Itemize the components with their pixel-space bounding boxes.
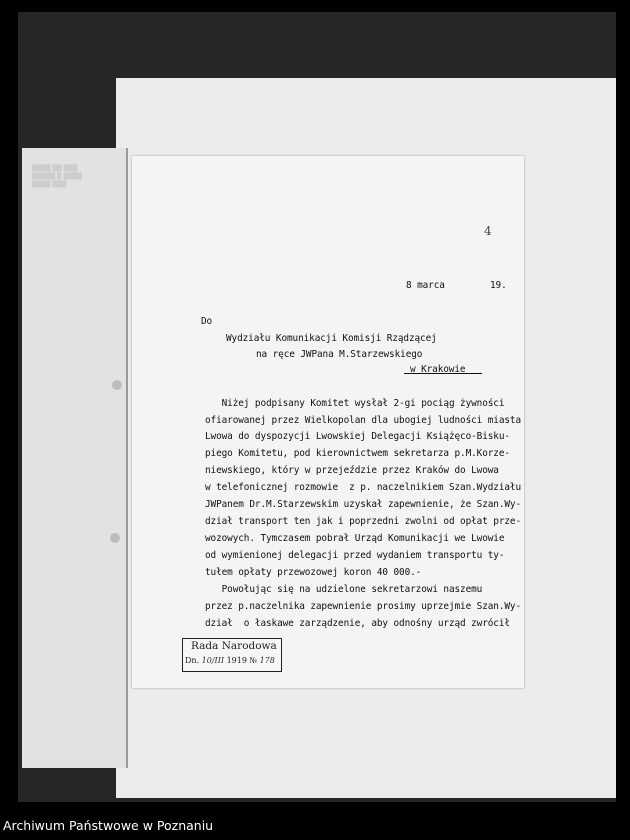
body-line: ofiarowanej przez Wielkopolan dla ubogiej ludności miasta xyxy=(205,415,522,426)
body-line: dział transport ten jak i poprzedni zwolni od opłat prze- xyxy=(205,516,522,527)
body-line: piego Komitetu, pod kierownictwem sekretarza p.M.Korze- xyxy=(205,448,510,459)
body-line: wozowych. Tymczasem pobrał Urząd Komunikacji we Lwowie xyxy=(205,533,505,544)
body-line: dział o łaskawe zarządzenie, aby odnośny urząd zwrócił xyxy=(205,618,510,629)
stamp-dn-label: Dn. xyxy=(185,656,200,665)
address-line: Wydziału Komunikacji Komisji Rządzącej xyxy=(226,333,437,344)
page-number-handwritten: 4 xyxy=(484,224,492,238)
body-line: tułem opłaty przewozowej koron 40 000.- xyxy=(205,567,422,578)
address-line: w Krakowie xyxy=(410,364,466,375)
body-line: Powołując się na udzielone sekretarzowi naszemu xyxy=(205,584,483,595)
stamp-no-label: № xyxy=(249,656,258,665)
salutation: Do xyxy=(201,316,213,327)
punch-hole xyxy=(110,533,120,543)
punch-hole xyxy=(112,380,122,390)
body-line: JWPanem Dr.M.Starzewskim uzyskał zapewnienie, że Szan.Wy- xyxy=(205,499,522,510)
body-line: Lwowa do dyspozycji Lwowskiej Delegacji Książęco-Bisku- xyxy=(205,431,510,442)
address-underline xyxy=(404,373,482,374)
folded-sheet-strip xyxy=(22,148,128,768)
body-line: Niżej podpisany Komitet wysłał 2-gi pociąg żywności xyxy=(205,398,505,409)
body-line: przez p.naczelnika zapewnienie prosimy uprzejmie Szan.Wy- xyxy=(205,601,522,612)
faded-strip-text: ▒▒▒▒ ▒▒ ▒▒▒ ▒▒▒▒▒ ▒ ▒▒▒▒ ▒▒▒▒ ▒▒▒ xyxy=(32,165,82,188)
address-line: na ręce JWPana M.Starzewskiego xyxy=(256,349,423,360)
stamp-no-value: 178 xyxy=(259,656,275,665)
stamp-entry-line xyxy=(185,656,275,665)
body-line: w telefonicznej rozmowie z p. naczelnikiem Szan.Wydziału xyxy=(205,482,522,493)
archive-footer: Archiwum Państwowe w Poznaniu xyxy=(3,818,214,833)
stamp-year: 1919 xyxy=(226,656,247,665)
stamp-dn-value: 10/III xyxy=(201,656,225,665)
body-line: od wymienionej delegacji przed wydaniem transportu ty- xyxy=(205,550,505,561)
letter-date: 8 marca xyxy=(406,280,445,291)
letter-year: 19. xyxy=(490,280,507,291)
stamp-title: Rada Narodowa xyxy=(191,640,277,652)
body-line: niewskiego, który w przejeździe przez Kraków do Lwowa xyxy=(205,465,499,476)
registry-stamp xyxy=(182,638,282,672)
